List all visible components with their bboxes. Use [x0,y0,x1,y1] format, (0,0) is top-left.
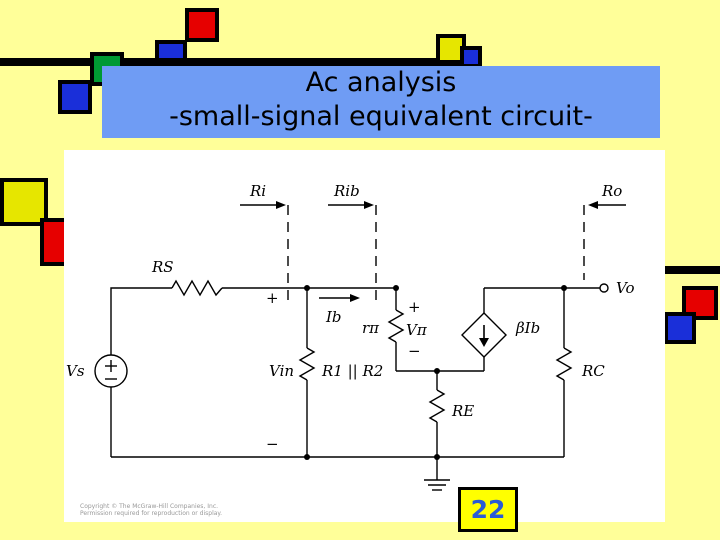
label-vpi: Vπ [406,321,427,339]
label-vpi-plus: + [408,298,421,316]
decor-blue-square-right [664,312,696,344]
decor-blue-square-top-right [460,46,482,68]
label-ib: Ib [326,308,342,326]
label-rs: RS [152,258,174,276]
circuit-panel [64,150,665,522]
decor-blue-square-left [58,80,92,114]
label-vs: Vs [66,362,85,380]
label-vin-minus: − [266,435,279,453]
decor-black-bar-right [658,266,720,274]
label-vo: Vo [616,279,635,297]
title-bar [102,66,660,138]
slide-title-line1: Ac analysis [305,67,457,98]
label-vin: Vin [269,362,295,380]
label-vpi-minus: − [408,342,421,360]
decor-red-square-top [185,8,219,42]
decor-black-bar-top [0,58,470,66]
copyright-line1: Copyright © The McGraw-Hill Companies, Inc. [80,503,219,510]
label-ri: Ri [250,182,267,200]
copyright-note [80,503,222,517]
label-vin-plus: + [266,289,279,307]
page-number-badge: 22 [458,487,518,532]
label-rc: RC [582,362,605,380]
label-beta-ib: βIb [516,319,541,337]
copyright-line2: Permission required for reproduction or display. [80,510,223,517]
label-rib: Rib [334,182,360,200]
slide-title-line2: -small-signal equivalent circuit- [169,101,593,132]
circuit-diagram [64,150,665,522]
label-re: RE [452,402,475,420]
label-rpi: rπ [362,319,380,337]
label-ro: Ro [602,182,623,200]
label-r1r2: R1 || R2 [322,362,384,380]
